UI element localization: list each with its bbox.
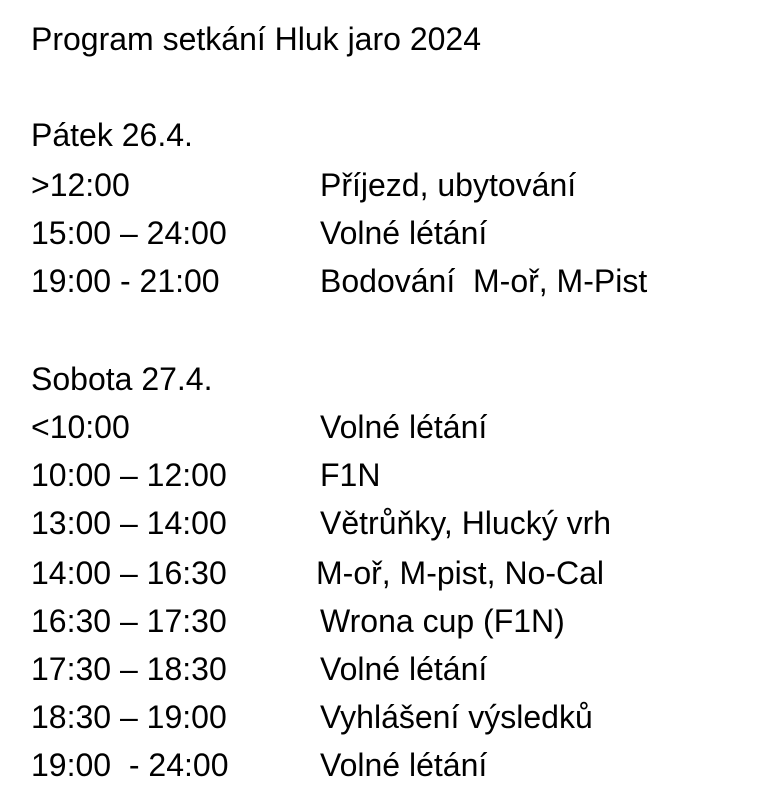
saturday-row-4-time: 14:00 – 16:30 xyxy=(31,555,227,591)
saturday-row-3-time: 13:00 – 14:00 xyxy=(31,505,227,541)
friday-row-3-event: Bodování M-oř, M-Pist xyxy=(320,263,648,299)
document-title: Program setkání Hluk jaro 2024 xyxy=(31,21,481,57)
saturday-row-4-event: M-oř, M-pist, No-Cal xyxy=(316,555,605,591)
saturday-row-6-event: Volné létání xyxy=(320,651,488,687)
saturday-row-2-event: F1N xyxy=(320,457,381,493)
saturday-row-5-event: Wrona cup (F1N) xyxy=(320,603,565,639)
saturday-row-1-event: Volné létání xyxy=(320,409,488,445)
friday-row-1-event: Příjezd, ubytování xyxy=(320,167,577,203)
saturday-row-2-time: 10:00 – 12:00 xyxy=(31,457,227,493)
saturday-row-5-time: 16:30 – 17:30 xyxy=(31,603,227,639)
saturday-row-7-time: 18:30 – 19:00 xyxy=(31,699,227,735)
saturday-row-8-time: 19:00 - 24:00 xyxy=(31,747,229,783)
friday-row-2-time: 15:00 – 24:00 xyxy=(31,215,227,251)
friday-row-2-event: Volné létání xyxy=(320,215,488,251)
saturday-row-1-time: <10:00 xyxy=(31,409,130,445)
saturday-row-8-event: Volné létání xyxy=(320,747,488,783)
friday-row-3-time: 19:00 - 21:00 xyxy=(31,263,220,299)
saturday-row-7-event: Vyhlášení výsledků xyxy=(320,699,593,735)
saturday-row-6-time: 17:30 – 18:30 xyxy=(31,651,227,687)
saturday-heading: Sobota 27.4. xyxy=(31,361,213,397)
saturday-row-3-event: Větrůňky, Hlucký vrh xyxy=(320,505,612,541)
friday-heading: Pátek 26.4. xyxy=(31,117,193,153)
friday-row-1-time: >12:00 xyxy=(31,167,130,203)
